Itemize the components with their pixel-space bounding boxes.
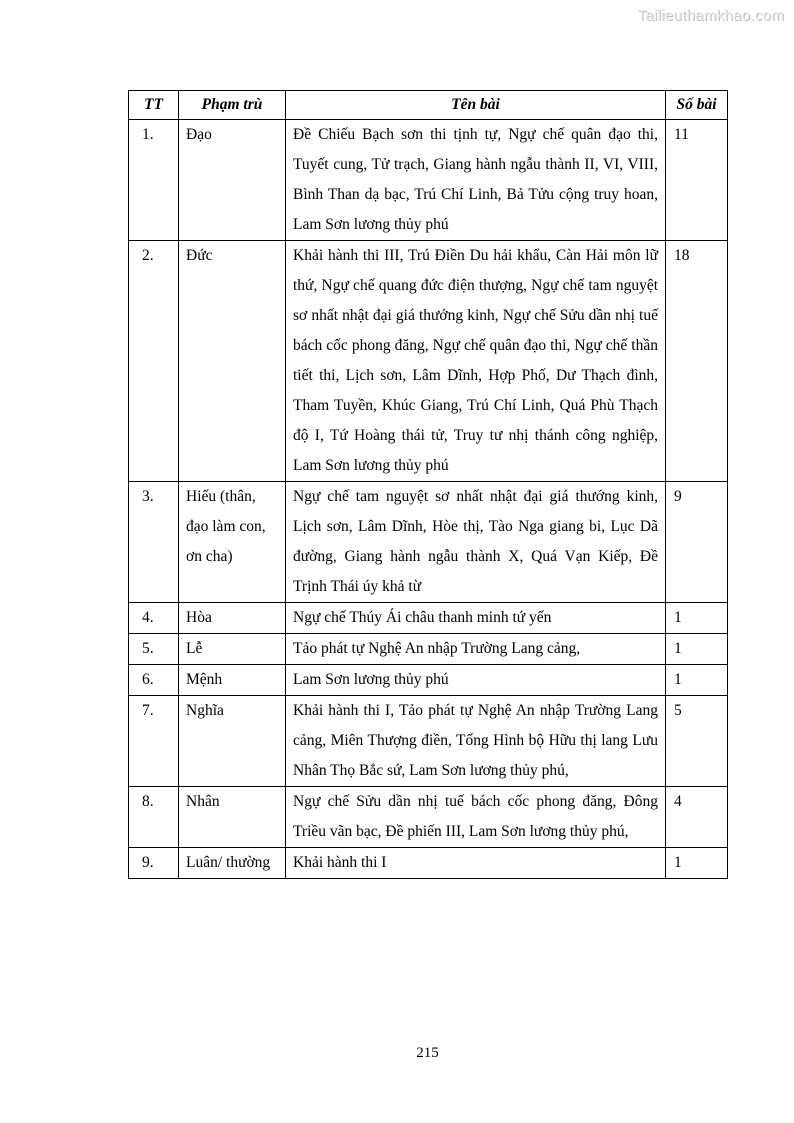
col-header-pham-tru: Phạm trù bbox=[179, 91, 286, 120]
count-cell: 11 bbox=[666, 120, 728, 241]
col-header-tt: TT bbox=[129, 91, 179, 120]
row-index-cell: 9. bbox=[129, 848, 179, 879]
page-number: 215 bbox=[416, 1045, 439, 1061]
col-header-so-bai: Số bài bbox=[666, 91, 728, 120]
count-cell: 4 bbox=[666, 787, 728, 848]
table-row bbox=[129, 787, 728, 848]
titles-cell: Lam Sơn lương thủy phú bbox=[286, 665, 666, 696]
row-index-cell: 8. bbox=[129, 787, 179, 848]
table-row bbox=[129, 241, 728, 482]
titles-cell: Đề Chiếu Bạch sơn thi tịnh tự, Ngự chế quân đạo thi, Tuyết cung, Tử trạch, Giang hành ngẫu thành II, VI, VIII, Bình Than dạ bạc, Trú Chí Linh, Bả Tửu cộng truy hoan, Lam Sơn lương thủy phú bbox=[286, 120, 666, 241]
count-cell: 1 bbox=[666, 848, 728, 879]
titles-cell: Khải hành thi I, Tảo phát tự Nghệ An nhập Trường Lang cảng, Miên Thượng điền, Tống Hình bộ Hữu thị lang Lưu Nhân Thọ Bắc sứ, Lam Sơn lương thủy phú, bbox=[286, 696, 666, 787]
category-cell: Đạo bbox=[179, 120, 286, 241]
category-cell: Luân/ thường bbox=[179, 848, 286, 879]
category-cell: Lễ bbox=[179, 634, 286, 665]
table-row bbox=[129, 603, 728, 634]
row-index-cell: 4. bbox=[129, 603, 179, 634]
category-cell: Đức bbox=[179, 241, 286, 482]
titles-cell: Ngự chế tam nguyệt sơ nhất nhật đại giá thướng kinh, Lịch sơn, Lâm Dĩnh, Hòe thị, Tào Nga giang bi, Lục Dã đường, Giang hành ngẫu thành X, Quá Vạn Kiếp, Đề Trịnh Thái úy khả từ bbox=[286, 482, 666, 603]
watermark: Tailieuthamkhao.com bbox=[637, 7, 784, 24]
table-header-row bbox=[129, 91, 728, 120]
category-cell: Nhân bbox=[179, 787, 286, 848]
table-row bbox=[129, 696, 728, 787]
category-cell: Nghĩa bbox=[179, 696, 286, 787]
category-cell: Mệnh bbox=[179, 665, 286, 696]
count-cell: 9 bbox=[666, 482, 728, 603]
titles-cell: Ngự chế Sửu dần nhị tuế bách cốc phong đăng, Đông Triều vãn bạc, Đề phiến III, Lam Sơn lương thủy phú, bbox=[286, 787, 666, 848]
row-index-cell: 2. bbox=[129, 241, 179, 482]
category-cell: Hòa bbox=[179, 603, 286, 634]
titles-cell: Tảo phát tự Nghệ An nhập Trường Lang cảng, bbox=[286, 634, 666, 665]
row-index-cell: 3. bbox=[129, 482, 179, 603]
table-row bbox=[129, 848, 728, 879]
row-index-cell: 6. bbox=[129, 665, 179, 696]
titles-cell: Khải hành thi I bbox=[286, 848, 666, 879]
count-cell: 5 bbox=[666, 696, 728, 787]
col-header-ten-bai: Tên bài bbox=[286, 91, 666, 120]
titles-cell: Ngự chế Thúy Ái châu thanh minh tứ yến bbox=[286, 603, 666, 634]
table-row bbox=[129, 634, 728, 665]
category-cell: Hiếu (thân, đạo làm con, ơn cha) bbox=[179, 482, 286, 603]
count-cell: 1 bbox=[666, 603, 728, 634]
table-row bbox=[129, 120, 728, 241]
titles-cell: Khải hành thi III, Trú Điền Du hải khẩu, Càn Hải môn lữ thứ, Ngự chế quang đức điện thượng, Ngự chế tam nguyệt sơ nhất nhật đại giá thướng kinh, Ngự chế Sửu dần nhị tuế bách cốc phong đăng, Ngự chế quân đạo thi, Ngự chế thần tiết thi, Lịch sơn, Lâm Dĩnh, Hợp Phố, Dư Thạch đình, Tham Tuyền, Khúc Giang, Trú Chí Linh, Quá Phù Thạch độ I, Tứ Hoàng thái tử, Truy tư nhị thánh công nghiệp, Lam Sơn lương thủy phú bbox=[286, 241, 666, 482]
count-cell: 1 bbox=[666, 634, 728, 665]
row-index-cell: 5. bbox=[129, 634, 179, 665]
poem-categories-table bbox=[128, 90, 728, 879]
row-index-cell: 1. bbox=[129, 120, 179, 241]
table-row bbox=[129, 482, 728, 603]
table-row bbox=[129, 665, 728, 696]
count-cell: 18 bbox=[666, 241, 728, 482]
row-index-cell: 7. bbox=[129, 696, 179, 787]
count-cell: 1 bbox=[666, 665, 728, 696]
